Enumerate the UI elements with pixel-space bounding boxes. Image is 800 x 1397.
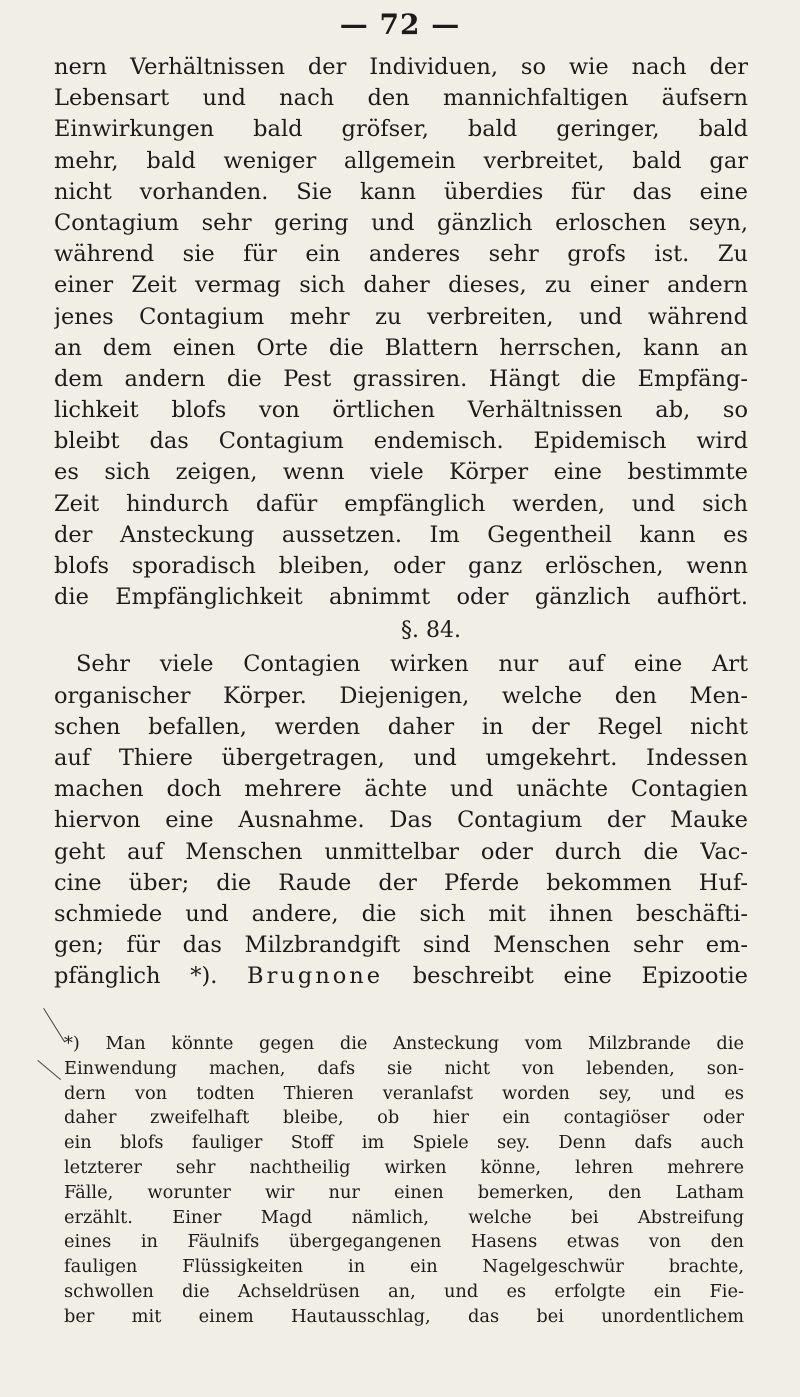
section-heading: §. 84. (401, 618, 461, 644)
main-text (54, 52, 748, 992)
text-line: es sich zeigen, wenn viele Körper eine bestimmte (54, 459, 748, 486)
text-line: schen befallen, werden daher in der Regel nicht (54, 713, 748, 740)
footnote-line: Fälle, worunter wir nur einen bemerken, den Latham (64, 1181, 744, 1203)
text-line: hiervon eine Ausnahme. Das Contagium der Mauke (54, 807, 748, 834)
footnote-line: fauligen Flüssigkeiten in ein Nagelgeschwür brachte, (64, 1256, 744, 1278)
text-line: einer Zeit vermag sich daher dieses, zu einer andern (54, 272, 748, 299)
text-line: Contagium sehr gering und gänzlich erloschen seyn, (54, 209, 748, 236)
footnote (64, 1032, 744, 1330)
text-line: geht auf Menschen unmittelbar oder durch die Vac- (54, 838, 748, 865)
text-before-name: pfänglich *). (54, 963, 248, 990)
text-line: mehr, bald weniger allgemein verbreitet, bald gar (54, 147, 748, 174)
text-line: auf Thiere übergetragen, und umgekehrt. Indessen (54, 744, 748, 771)
text-line: cine über; die Raude der Pferde bekommen Huf- (54, 869, 748, 896)
footnote-line: eines in Fäulnifs übergegangenen Hasens etwas von den (64, 1231, 744, 1253)
footnote-line: dern von todten Thieren veranlafst worden sey, und es (64, 1082, 744, 1104)
text-line: der Ansteckung aussetzen. Im Gegentheil kann es (54, 521, 748, 548)
text-line: nicht vorhanden. Sie kann überdies für das eine (54, 178, 748, 205)
text-line: Sehr viele Contagien wirken nur auf eine Art (76, 651, 748, 678)
text-line: dem andern die Pest grassiren. Hängt die Empfäng- (54, 365, 748, 392)
text-line: schmiede und andere, die sich mit ihnen beschäfti- (54, 900, 748, 927)
footnote-line: erzählt. Einer Magd nämlich, welche bei Abstreifung (64, 1206, 744, 1228)
text-line: lichkeit blofs von örtlichen Verhältnissen ab, so (54, 397, 748, 424)
footnote-line: ein blofs fauliger Stoff im Spiele sey. Denn dafs auch (64, 1132, 744, 1154)
page-number: — 72 — (339, 8, 461, 41)
text-line: blofs sporadisch bleiben, oder ganz erlöschen, wenn (54, 553, 748, 579)
text-line: jenes Contagium mehr zu verbreiten, und während (54, 303, 748, 330)
footnote-line: Einwendung machen, dafs sie nicht von lebenden, son- (64, 1057, 744, 1079)
author-name-brugnone: Brugnone (247, 963, 384, 990)
text-line: Einwirkungen bald gröfser, bald geringer, bald (54, 116, 748, 143)
text-line: Zeit hindurch dafür empfänglich werden, und sich (54, 490, 748, 517)
footnote-line: ber mit einem Hautausschlag, das bei unordentlichem (64, 1305, 744, 1327)
margin-pencil-mark (43, 1008, 65, 1042)
text-line: gen; für das Milzbrandgift sind Menschen sehr em- (54, 932, 748, 959)
footnote-line: daher zweifelhaft bleibe, ob hier ein contagiöser oder (64, 1107, 744, 1129)
text-line: bleibt das Contagium endemisch. Epidemisch wird (54, 428, 748, 455)
text-line: an dem einen Orte die Blattern herrschen, kann an (54, 334, 748, 361)
footnote-line: *) Man könnte gegen die Ansteckung vom Milzbrande die (64, 1033, 744, 1054)
text-line: organischer Körper. Diejenigen, welche den Men- (54, 682, 748, 709)
text-line: Lebensart und nach den mannichfaltigen äufsern (54, 85, 748, 112)
footnote-line: letzterer sehr nachtheilig wirken könne, lehren mehrere (64, 1156, 744, 1178)
text-line: nern Verhältnissen der Individuen, so wie nach der (54, 54, 748, 80)
text-line: während sie für ein anderes sehr grofs ist. Zu (54, 241, 748, 268)
margin-pencil-mark (37, 1060, 61, 1080)
footnote-line: schwollen die Achseldrüsen an, und es erfolgte ein Fie- (64, 1280, 744, 1302)
text-after-name: beschreibt eine Epizootie (383, 963, 748, 990)
text-line: die Empfänglichkeit abnimmt oder gänzlich aufhört. (54, 584, 748, 611)
text-line: machen doch mehrere ächte und unächte Contagien (54, 776, 748, 803)
text-line-last (54, 961, 748, 992)
